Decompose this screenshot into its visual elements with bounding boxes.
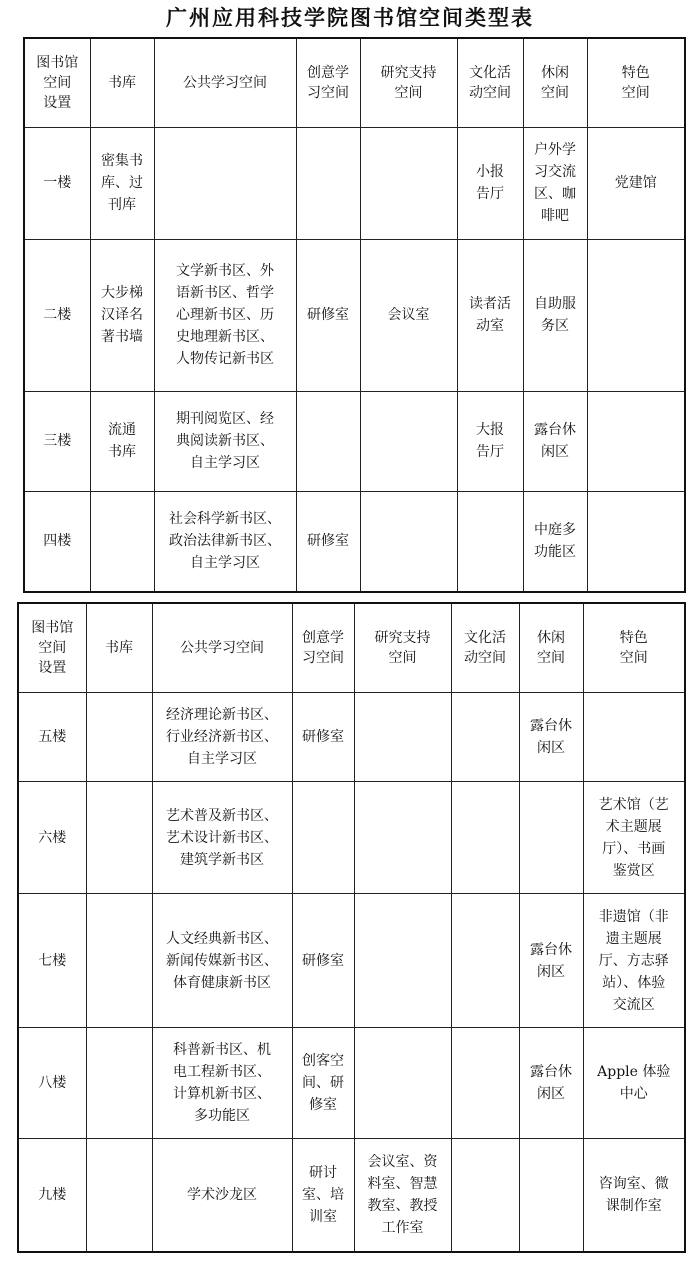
table-cell: 流通 书库 — [90, 391, 154, 491]
column-header: 创意学 习空间 — [296, 38, 360, 127]
table-cell — [86, 782, 152, 894]
table-cell: 密集书 库、过 刊库 — [90, 127, 154, 239]
space-table-floors-1-4 — [23, 37, 686, 593]
table-row — [24, 239, 685, 391]
table-cell — [154, 127, 296, 239]
floor-label: 七楼 — [18, 894, 86, 1027]
table-cell — [354, 1027, 451, 1138]
column-header: 图书馆 空间 设置 — [18, 603, 86, 692]
column-header: 休闲 空间 — [523, 38, 587, 127]
table-cell — [354, 692, 451, 781]
table-cell — [451, 1139, 519, 1252]
table-row — [24, 391, 685, 491]
table-cell: Apple 体验 中心 — [583, 1027, 685, 1138]
table-cell: 社会科学新书区、 政治法律新书区、 自主学习区 — [154, 491, 296, 592]
column-header: 公共学习空间 — [152, 603, 292, 692]
floor-label: 三楼 — [24, 391, 90, 491]
table-cell: 会议室、资 料室、智慧 教室、教授 工作室 — [354, 1139, 451, 1252]
table-row — [18, 1139, 685, 1252]
table-cell: 创客空 间、研 修室 — [292, 1027, 354, 1138]
floor-label: 四楼 — [24, 491, 90, 592]
table-cell — [519, 1139, 583, 1252]
header-row — [18, 603, 685, 692]
table-cell: 大步梯 汉译名 著书墙 — [90, 239, 154, 391]
table-cell: 研修室 — [292, 692, 354, 781]
table-cell: 研讨 室、培 训室 — [292, 1139, 354, 1252]
floor-label: 六楼 — [18, 782, 86, 894]
floor-label: 五楼 — [18, 692, 86, 781]
table-row — [24, 491, 685, 592]
table-cell — [451, 692, 519, 781]
column-header: 研究支持 空间 — [360, 38, 457, 127]
table-cell: 露台休 闲区 — [523, 391, 587, 491]
table-cell — [360, 391, 457, 491]
table-cell: 学术沙龙区 — [152, 1139, 292, 1252]
table-cell: 党建馆 — [587, 127, 685, 239]
table-cell: 人文经典新书区、 新闻传媒新书区、 体育健康新书区 — [152, 894, 292, 1027]
table-cell: 期刊阅览区、经 典阅读新书区、 自主学习区 — [154, 391, 296, 491]
floor-label: 九楼 — [18, 1139, 86, 1252]
table-cell — [360, 491, 457, 592]
table-cell — [583, 692, 685, 781]
table-cell — [354, 782, 451, 894]
table-cell: 户外学 习交流 区、咖 啡吧 — [523, 127, 587, 239]
table-cell: 文学新书区、外 语新书区、哲学 心理新书区、历 史地理新书区、 人物传记新书区 — [154, 239, 296, 391]
table-row — [24, 127, 685, 239]
table-cell: 咨询室、微 课制作室 — [583, 1139, 685, 1252]
page-title: 广州应用科技学院图书馆空间类型表 — [166, 5, 534, 30]
table-cell — [587, 239, 685, 391]
table-cell — [292, 782, 354, 894]
table-cell — [587, 391, 685, 491]
table-cell — [587, 491, 685, 592]
header-row — [24, 38, 685, 127]
column-header: 书库 — [86, 603, 152, 692]
table-cell: 经济理论新书区、 行业经济新书区、 自主学习区 — [152, 692, 292, 781]
column-header: 特色 空间 — [587, 38, 685, 127]
table-cell — [457, 491, 523, 592]
table-cell — [296, 391, 360, 491]
table-cell: 露台休 闲区 — [519, 894, 583, 1027]
table-cell: 艺术普及新书区、 艺术设计新书区、 建筑学新书区 — [152, 782, 292, 894]
table-cell: 读者活 动室 — [457, 239, 523, 391]
table-cell: 非遗馆（非 遗主题展 厅、方志驿 站）、体验 交流区 — [583, 894, 685, 1027]
table-cell — [354, 894, 451, 1027]
column-header: 文化活 动空间 — [451, 603, 519, 692]
table-cell — [360, 127, 457, 239]
table-cell — [86, 692, 152, 781]
table-cell: 小报 告厅 — [457, 127, 523, 239]
column-header: 图书馆 空间 设置 — [24, 38, 90, 127]
table-cell: 露台休 闲区 — [519, 1027, 583, 1138]
table-cell: 自助服 务区 — [523, 239, 587, 391]
column-header: 研究支持 空间 — [354, 603, 451, 692]
table-row — [18, 782, 685, 894]
table-cell: 艺术馆（艺 术主题展 厅）、书画 鉴赏区 — [583, 782, 685, 894]
table-row — [18, 1027, 685, 1138]
table-cell: 会议室 — [360, 239, 457, 391]
floor-label: 二楼 — [24, 239, 90, 391]
table-cell — [86, 1139, 152, 1252]
table-cell — [86, 894, 152, 1027]
table-cell — [451, 782, 519, 894]
table-row — [18, 692, 685, 781]
column-header: 特色 空间 — [583, 603, 685, 692]
table-cell — [451, 894, 519, 1027]
table-row — [18, 894, 685, 1027]
table-cell: 研修室 — [296, 491, 360, 592]
table-cell — [90, 491, 154, 592]
column-header: 文化活 动空间 — [457, 38, 523, 127]
column-header: 公共学习空间 — [154, 38, 296, 127]
column-header: 休闲 空间 — [519, 603, 583, 692]
table-cell — [86, 1027, 152, 1138]
table-cell: 研修室 — [292, 894, 354, 1027]
table-cell: 大报 告厅 — [457, 391, 523, 491]
space-table-floors-5-9 — [17, 602, 686, 1253]
floor-label: 一楼 — [24, 127, 90, 239]
table-cell — [296, 127, 360, 239]
table-cell: 科普新书区、机 电工程新书区、 计算机新书区、 多功能区 — [152, 1027, 292, 1138]
table-cell: 露台休 闲区 — [519, 692, 583, 781]
table-cell — [519, 782, 583, 894]
table-cell: 研修室 — [296, 239, 360, 391]
column-header: 创意学 习空间 — [292, 603, 354, 692]
table-cell — [451, 1027, 519, 1138]
floor-label: 八楼 — [18, 1027, 86, 1138]
column-header: 书库 — [90, 38, 154, 127]
table-cell: 中庭多 功能区 — [523, 491, 587, 592]
